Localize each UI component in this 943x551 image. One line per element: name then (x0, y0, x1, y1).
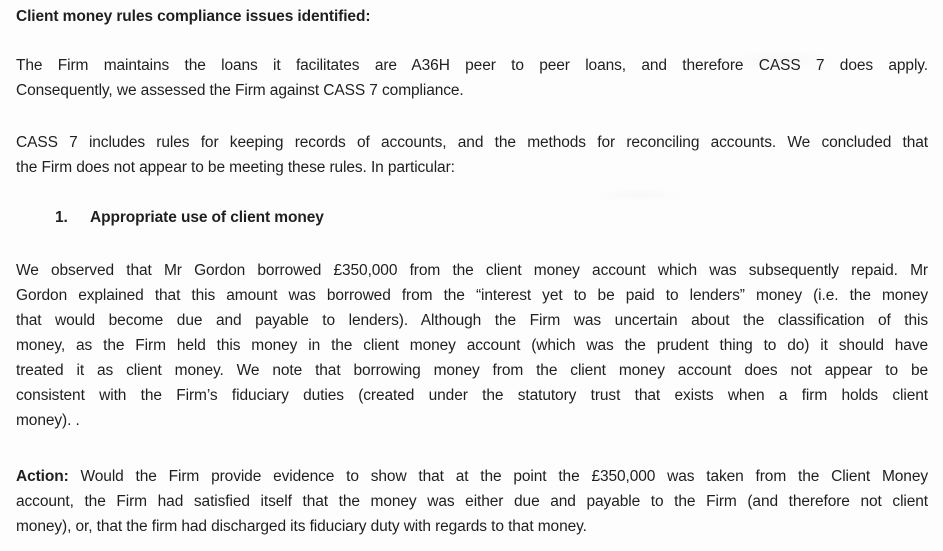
paragraph-cass7-applies (16, 53, 928, 103)
text-line: We observed that Mr Gordon borrowed £350,000 from the client money account which was subsequently repaid. Mr (16, 262, 928, 279)
paragraph-observation (16, 258, 928, 433)
text-line: consistent with the Firm’s fiduciary duties (created under the statutory trust that exists when a firm holds client (16, 387, 928, 404)
action-line-rest: Would the Firm provide evidence to show that at the point the £350,000 was taken from the Client Money (68, 468, 928, 485)
list-item-number: 1. (55, 209, 68, 226)
text-line: The Firm maintains the loans it facilitates are A36H peer to peer loans, and therefore CASS 7 does apply. (16, 57, 928, 74)
action-label: Action: (16, 468, 69, 485)
text-line: account, the Firm had satisfied itself that the money was either due and payable to the Firm (and therefore not client (16, 493, 928, 510)
numbered-list-item (55, 205, 928, 230)
paragraph-action (16, 464, 928, 539)
text-line (16, 464, 928, 489)
paragraph-cass7-rules (16, 130, 928, 180)
document-heading: Client money rules compliance issues identified: (16, 8, 371, 25)
text-line: that would become due and payable to lenders). Although the Firm was uncertain about the classification of this (16, 312, 928, 329)
text-line: money), or, that the firm had discharged its fiduciary duty with regards to that money. (16, 518, 587, 535)
text-line: treated it as client money. We note that borrowing money from the client money account does not appear to be (16, 362, 928, 379)
text-line: money). . (16, 412, 80, 429)
text-line: money, as the Firm held this money in the client money account (which was the prudent thing to do) it should have (16, 337, 928, 354)
text-line: Gordon explained that this amount was borrowed from the “interest yet to be paid to lenders” money (i.e. the money (16, 287, 928, 304)
text-line: the Firm does not appear to be meeting these rules. In particular: (16, 159, 455, 176)
text-line: CASS 7 includes rules for keeping records of accounts, and the methods for reconciling accounts. We concluded that (16, 134, 928, 151)
list-item-title: Appropriate use of client money (90, 209, 324, 226)
text-line: Consequently, we assessed the Firm against CASS 7 compliance. (16, 82, 464, 99)
